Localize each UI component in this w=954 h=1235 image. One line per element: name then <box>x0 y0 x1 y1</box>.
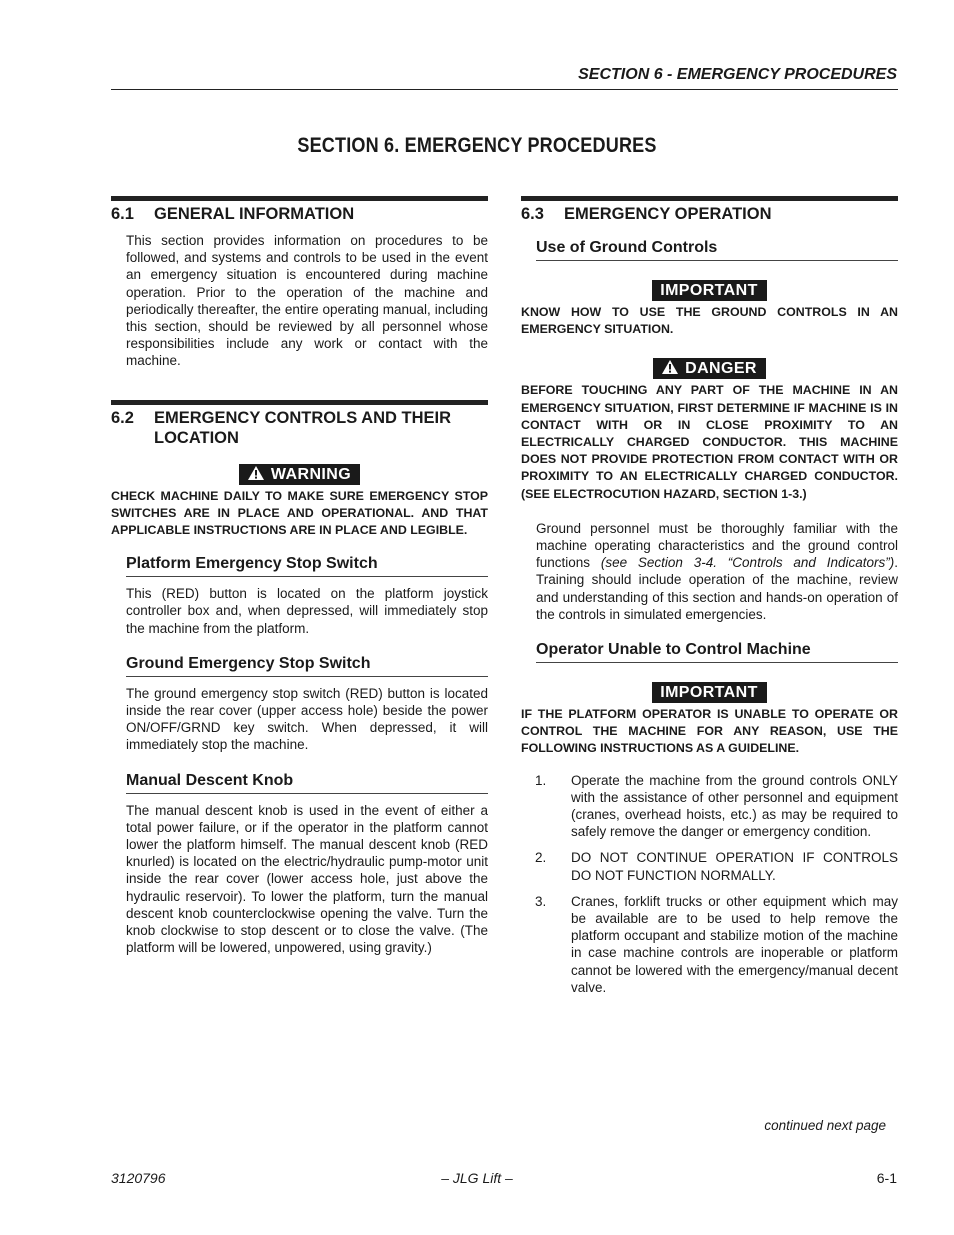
page-title: SECTION 6. EMERGENCY PROCEDURES <box>297 134 657 157</box>
list-item <box>535 849 898 883</box>
important2-badge-wrap <box>521 682 898 703</box>
danger-triangle-icon <box>661 359 679 375</box>
step-text: Cranes, forklift trucks or other equipment which may be available are to be used to help remove the platform occupant and stabilize motion of the machine in case machine controls are inoperable or platform cannot be lowered with the emergency/manual decent valve. <box>571 893 898 995</box>
continued-note: continued next page <box>764 1118 886 1133</box>
left-column <box>111 196 488 956</box>
section-heading-6-2 <box>111 400 488 448</box>
section-number: 6.2 <box>111 408 134 427</box>
section-heading-6-1 <box>111 196 488 224</box>
ground-stop-heading: Ground Emergency Stop Switch <box>126 655 488 677</box>
ground-stop-text: The ground emergency stop switch (RED) button is located inside the rear cover (upper access hole) beside the power ON/OFF/GRND key switch. When depressed, it will immediately stop the machine. <box>126 685 488 753</box>
platform-stop-text: This (RED) button is located on the platform joystick controller box and, when depressed, will immediately stop the machine from the platform. <box>126 586 488 636</box>
footer-brand: – JLG Lift – <box>441 1170 513 1186</box>
general-information-text: This section provides information on procedures to be followed, and systems and controls to be used in the event an emergency situation is encountered during machine operation. Prior to the operation of the machine and periodically thereafter, the entire operating manual, including this section, should be reviewed by all personnel whose responsibilities include any work or contact with the machine. <box>126 233 488 369</box>
ground-controls-heading: Use of Ground Controls <box>536 239 898 261</box>
section-number: 6.1 <box>111 205 134 223</box>
section-title: EMERGENCY CONTROLS AND THEIR LOCATION <box>154 408 452 447</box>
step-number: 3. <box>535 893 547 909</box>
platform-stop-heading: Platform Emergency Stop Switch <box>126 555 488 577</box>
section-title: GENERAL INFORMATION <box>154 205 355 223</box>
danger-label: DANGER <box>685 360 757 378</box>
warning-label: WARNING <box>270 465 352 483</box>
step-text: DO NOT CONTINUE OPERATION IF CONTROLS DO NOT FUNCTION NORMALLY. <box>571 850 898 883</box>
right-column <box>521 196 898 1005</box>
danger-badge-wrap <box>521 358 898 379</box>
manual-descent-heading: Manual Descent Knob <box>126 772 488 794</box>
ground-controls-text <box>521 520 898 623</box>
section-number: 6.3 <box>521 205 544 223</box>
ground-controls-text-a: Ground personnel must be thoroughly familiar with the machine operating characteristics and the ground control functions <box>536 520 898 571</box>
danger-badge <box>653 358 766 379</box>
important2-text: IF THE PLATFORM OPERATOR IS UNABLE TO OPERATE OR CONTROL THE MACHINE FOR ANY REASON, USE THE FOLLOWING INSTRUCTIONS AS A GUIDELINE. <box>521 707 898 756</box>
controls-reference: (see Section 3-4. “Controls and Indicators”) <box>600 555 895 571</box>
manual-descent-text: The manual descent knob is used in the event of either a total power failure, or if the operator in the platform cannot lower the platform himself. The manual descent knob (RED knurled) is located on the electric/hydraulic pump-motor unit inside the rear cover (lower access hole, just above the hydraulic reservoir). To lower the platform, turn the manual descent knob counterclockwise opening the valve. Turn the knob clockwise to stop descent or to close the valve. (The platform will be lowered, unpowered, using gravity.) <box>126 802 488 956</box>
danger-text: BEFORE TOUCHING ANY PART OF THE MACHINE IN AN EMERGENCY SITUATION, FIRST DETERMINE IF MACHINE IS IN CONTACT WITH OR IN CLOSE PROXIMITY TO AN ELECTRICALLY CHARGED CONDUCTOR. THIS MACHINE DOES NOT PROVIDE PROTECTION FROM CONTACT WITH OR PROXIMITY TO AN ELECTRICALLY CHARGED CONDUCTOR. (SEE ELECTROCUTION HAZARD, SECTION 1-3.) <box>521 383 898 501</box>
important-badge: IMPORTANT <box>652 280 767 301</box>
step-text: Operate the machine from the ground controls ONLY with the assistance of other personnel and equipment (cranes, overhead hoists, etc.) as may be required to safely remove the danger or emergency condition. <box>571 772 898 840</box>
important2-badge: IMPORTANT <box>652 682 767 703</box>
warning-triangle-icon <box>247 465 265 481</box>
section-heading-6-3 <box>521 196 898 224</box>
step-number: 1. <box>535 772 547 788</box>
list-item <box>535 772 898 841</box>
procedure-steps <box>521 772 898 996</box>
step-number: 2. <box>535 850 547 866</box>
important-badge-wrap <box>521 280 898 301</box>
operator-unable-heading: Operator Unable to Control Machine <box>536 641 898 663</box>
header-rule <box>111 89 898 90</box>
header-section-label: SECTION 6 - EMERGENCY PROCEDURES <box>578 66 897 83</box>
warning-badge <box>239 464 360 485</box>
important-text: KNOW HOW TO USE THE GROUND CONTROLS IN AN EMERGENCY SITUATION. <box>521 305 898 337</box>
section-title: EMERGENCY OPERATION <box>564 205 772 223</box>
list-item <box>535 893 898 996</box>
footer-page-number: 6-1 <box>876 1170 897 1186</box>
footer-doc-number: 3120796 <box>111 1170 166 1186</box>
warning-text: CHECK MACHINE DAILY TO MAKE SURE EMERGENCY STOP SWITCHES ARE IN PLACE AND OPERATIONAL. AND THAT APPLICABLE INSTRUCTIONS ARE IN PLACE AND LEGIBLE. <box>111 488 488 538</box>
warning-badge-wrap <box>111 464 488 485</box>
ground-controls-text-b: . Training should include operation of the machine, review and understanding of this section and hands-on operation of the controls in simulated emergencies. <box>536 555 898 622</box>
